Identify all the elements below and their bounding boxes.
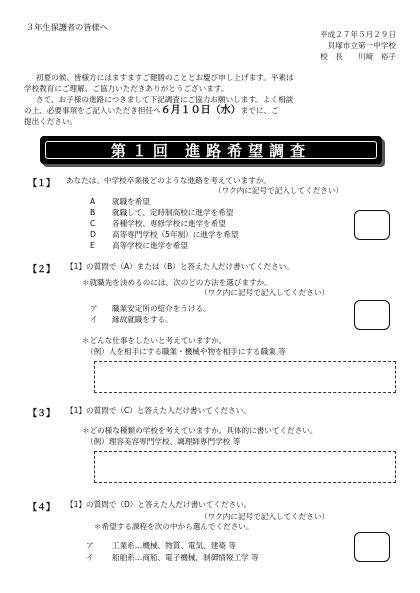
q3-school-write-in-box[interactable] — [94, 451, 396, 483]
survey-title: 第１回 進路希望調査 — [110, 141, 312, 160]
q2-label: 【２】 — [28, 265, 56, 275]
q4-option-b: 船舶系…商船、電子機械，制御情報工学 等 — [112, 553, 259, 562]
q3-sub-question: ＊どの様な種類の学校を考えていますか。具体的に書いてください。 — [82, 426, 318, 435]
q4-note: （ワク内に記号で記入してください） — [200, 512, 330, 521]
q2-option-key-a: ア — [90, 304, 98, 313]
principal-name: 校 長 川﨑 裕子 — [320, 52, 396, 61]
intro-line-4-start: の上、必要事項をご記入いただき担任へ — [24, 106, 161, 115]
banner-inner-frame — [45, 141, 377, 159]
q4-sub-question: ＊希望する課程を次の中から選んでください。 — [94, 522, 254, 531]
q1-note: （ワク内に記号で記入してください） — [214, 186, 344, 195]
q2-sub-question-2: ＊どんな仕事をしたいと考えていますか。 — [82, 336, 227, 345]
q2-question: 【1】の質問で（A）または（B）と答えた人だけ書いてください。 — [66, 262, 294, 271]
q1-option-c: 各種学校、専修学校に進学を希望 — [112, 219, 226, 228]
q4-question: 【1】の質問で（D）と答えた人だけ書いてください。 — [66, 500, 252, 509]
q4-option-key-a: ア — [86, 541, 94, 550]
school-name: 貝塚市立第一中学校 — [327, 41, 396, 50]
q4-label: 【４】 — [28, 503, 56, 513]
intro-line-2: 学校教育にご理解、ご協力いただきありがとうございます。 — [24, 84, 229, 93]
q1-option-b: 就職して、定時制高校に進学を希望 — [112, 208, 234, 217]
q1-option-key-a: A — [90, 197, 96, 206]
intro-line-5: 提出ください。 — [24, 117, 78, 126]
q2-job-write-in-box[interactable] — [94, 361, 396, 393]
q1-option-key-e: E — [90, 241, 95, 250]
q2-option-a: 職業安定所の紹介をうける。 — [112, 304, 211, 313]
q2-example: （例）人を相手にする職業・機械や物を相手にする職業 等 — [86, 347, 286, 356]
q1-option-e: 高等学校に進学を希望 — [112, 241, 188, 250]
q2-sub-question-1: ＊就職先を決めるのには、次のどの方法を選びますか。 — [82, 278, 272, 287]
q2-answer-box[interactable] — [354, 300, 390, 330]
q1-answer-box[interactable] — [354, 210, 390, 240]
q2-option-key-b: イ — [90, 315, 98, 324]
survey-title-banner — [40, 136, 382, 164]
intro-line-1: 初夏の候、皆様方にはますますご健勝のこととお慶び申し上げます。平素は — [36, 73, 294, 82]
q3-example: （例）理容美容専門学校、調理師専門学校 等 — [86, 437, 241, 446]
q1-option-key-d: D — [90, 230, 96, 239]
q2-option-b: 縁故就職をする。 — [112, 315, 173, 324]
q1-option-key-c: C — [90, 219, 96, 228]
intro-line-3: さて、お子様の進路につきまして下記調査にご協力お願いします。よく相談 — [36, 95, 294, 104]
q1-question: あなたは、中学校卒業後どのような進路を考えていますか。 — [66, 176, 272, 185]
q3-question: 【1】の質問で（C）と答えた人だけ書いてください。 — [66, 406, 251, 415]
q1-option-a: 就職を希望 — [112, 197, 150, 206]
q4-option-a: 工業系…機械、物質、電気、建築 等 — [112, 541, 236, 550]
intro-line-4-end: までに、ご — [240, 106, 279, 115]
q4-answer-box[interactable] — [354, 532, 390, 562]
q2-note: （ワク内に記号で記入してください） — [200, 288, 330, 297]
date: 平成２７年５月２９日 — [320, 30, 396, 39]
intro-line-4 — [24, 106, 279, 116]
q4-option-key-b: イ — [86, 553, 94, 562]
q1-label: 【１】 — [28, 179, 56, 189]
deadline: ６月１０日（水） — [160, 105, 241, 116]
addressee: ３年生保護者の皆様へ — [26, 22, 108, 32]
q3-label: 【３】 — [28, 409, 56, 419]
q1-option-key-b: B — [90, 208, 96, 217]
q1-option-d: 高等専門学校（5年制）に進学を希望 — [112, 230, 239, 239]
